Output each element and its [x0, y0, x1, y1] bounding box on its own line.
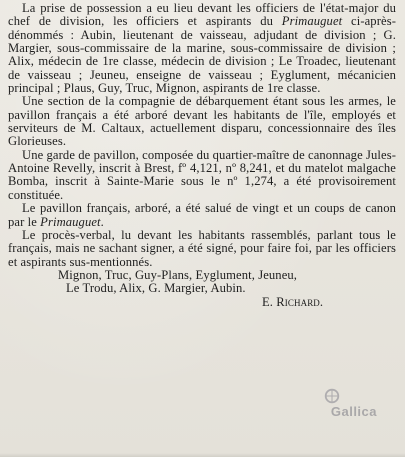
signature-line-3: [8, 296, 396, 310]
signature-initial: E.: [262, 295, 274, 310]
signature-block: [8, 269, 396, 310]
paragraph-salute-text-a: Le pavillon français, arboré, a été salué de vingt et un coups de canon par le: [8, 201, 396, 229]
ship-name: Primauguet: [40, 214, 101, 229]
paper-edge-shadow: [0, 453, 405, 457]
paragraph-proces-verbal: Le procès-verbal, lu devant les habitants rassemblés, parlant tous le français, mais ne sachant signer, a été signé, pour faire foi, par les officiers et aspirants sus-mentionnés.: [8, 227, 396, 269]
article-column: [8, 2, 396, 310]
paragraph-section: Une section de la compagnie de débarquement étant sous les armes, le pavillon français a été arboré devant les habitants de l'île, employés et serviteurs de M. Caltaux, actuellement disparu, concessionnaire des îles Glorieuses.: [8, 94, 396, 149]
ship-name: Primauguet: [281, 14, 343, 29]
gallica-logo-icon: [323, 387, 341, 405]
signature-line-2: Le Trodu, Alix, G. Margier, Aubin.: [66, 281, 246, 296]
paragraph-possession-text-a: La prise de possession a eu lieu devant les officiers de l'état-major du chef de division, les officiers et aspirants du: [8, 1, 396, 29]
paragraph-salute: [8, 202, 396, 229]
paragraph-possession-text-b: ci-après-dénommés : Aubin, lieutenant de vaisseau, adjudant de division ; G. Margier, sous-commissaire de la marine, sous-commissaire de division ; Alix, médecin de 1re classe, médecin de division ; Le Troadec, lieutenant de vaisseau ; Jeuneu, enseigne de vaisseau ; Eyglument, mécanicien principal ; Plaus, Guy, Truc, Mignon, aspirants de 1re classe.: [8, 14, 396, 96]
signature-name: Richard.: [276, 295, 324, 310]
signature-line-1: Mignon, Truc, Guy-Plans, Eyglument, Jeuneu,: [58, 267, 298, 282]
paragraph-salute-text-b: .: [100, 214, 104, 229]
paragraph-possession: [8, 2, 396, 95]
gallica-watermark: Gallica: [330, 404, 377, 419]
paragraph-guard: Une garde de pavillon, composée du quartier-maître de canonnage Jules-Antoine Revelly, inscrit à Brest, fº 4,121, nº 8,241, et du matelot malgache Bomba, inscrit à Sainte-Marie sous le nº 1,274, a été provisoirement constituée.: [8, 147, 396, 202]
